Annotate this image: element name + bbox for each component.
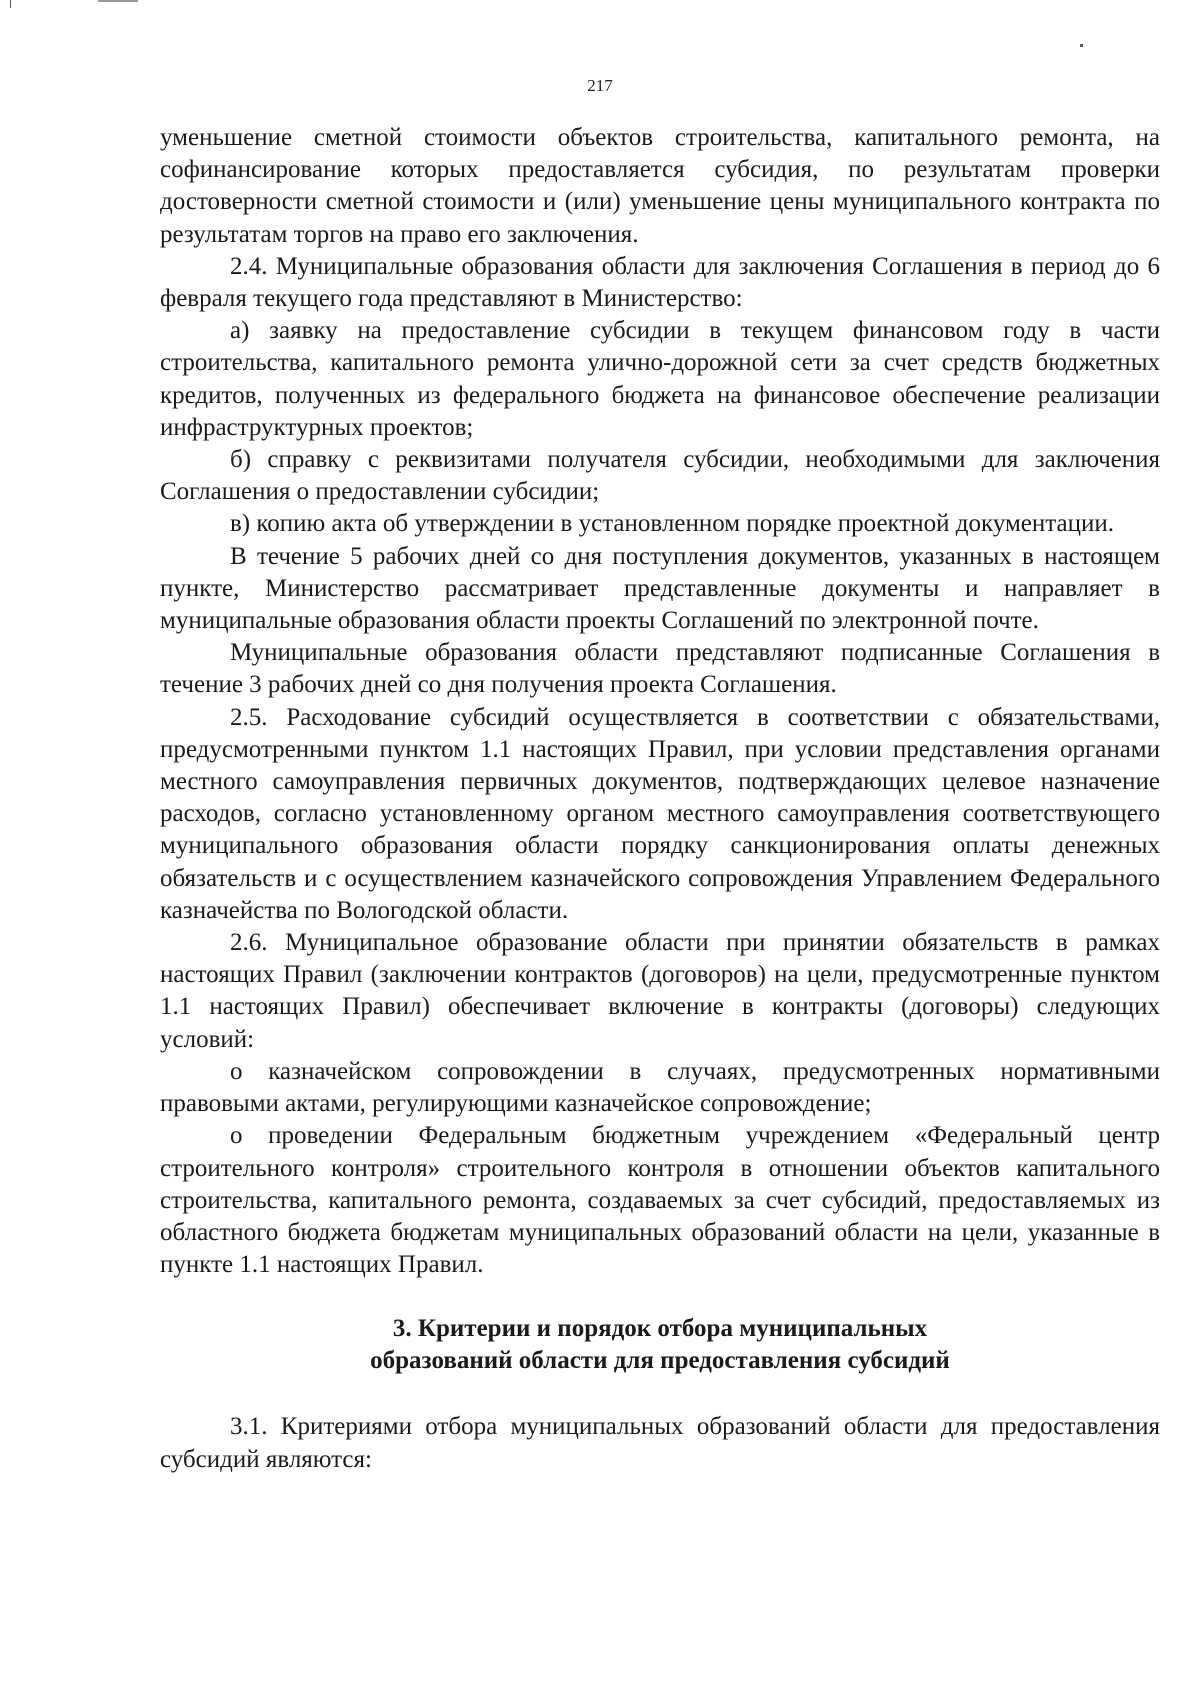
paragraph: б) справку с реквизитами получателя субсидии, необходимыми для заключения Соглашения о предоставлении субсидии; — [160, 446, 1160, 506]
paragraph: Муниципальные образования области представляют подписанные Соглашения в течение 3 рабочих дней со дня получения проекта Соглашения. — [160, 639, 1160, 699]
paragraph: о проведении Федеральным бюджетным учреждением «Федеральный центр строительного контроля» строительного контроля в отношении объектов капитального строительства, капитального ремонта, создаваемых за счет субсидий, предоставляемых из областного бюджета бюджетам муниципальных образований области на цели, указанные в пункте 1.1 настоящих Правил. — [160, 1122, 1160, 1279]
scan-artifact-top-left-2 — [98, 0, 138, 2]
page-number: 217 — [587, 76, 613, 95]
section-heading-line-1: 3. Критерии и порядок отбора муниципальных — [392, 1315, 928, 1343]
paragraph: 3.1. Критериями отбора муниципальных образований области для предоставления субсидий являются: — [160, 1413, 1160, 1473]
paragraphs-before-heading — [160, 122, 1160, 1281]
paragraph: В течение 5 рабочих дней со дня поступления документов, указанных в настоящем пункте, Министерство рассматривает представленные документы и направляет в муниципальные образования области проекты Соглашений по электронной почте. — [160, 542, 1160, 635]
paragraph: а) заявку на предоставление субсидии в текущем финансовом году в части строительства, капитального ремонта улично-дорожной сети за счет средств бюджетных кредитов, полученных из федерального бюджета на финансовое обеспечение реализации инфраструктурных проектов; — [160, 317, 1160, 441]
paragraphs-after-heading — [160, 1411, 1160, 1475]
paragraph: в) копию акта об утверждении в установленном порядке проектной документации. — [230, 510, 1114, 538]
section-heading-line-2: образований области для предоставления субсидий — [370, 1347, 950, 1375]
paragraph: 2.4. Муниципальные образования области для заключения Соглашения в период до 6 февраля текущего года представляют в Министерство: — [160, 252, 1160, 313]
paragraph: 2.6. Муниципальное образование области при принятии обязательств в рамках настоящих Правил (заключении контрактов (договоров) на цели, предусмотренные пунктом 1.1 настоящих Правил) обеспечивает включение в контракты (договоры) следующих условий: — [160, 929, 1160, 1053]
paragraph: 2.5. Расходование субсидий осуществляется в соответствии с обязательствами, предусмотренными пунктом 1.1 настоящих Правил, при условии представления органами местного самоуправления первичных документов, подтверждающих целевое назначение расходов, согласно установленному органом местного самоуправления соответствующего муниципального образования области порядку санкционирования оплаты денежных обязательств и с осуществлением казначейского сопровождения Управлением Федерального казначейства по Вологодской области. — [160, 703, 1160, 924]
paragraph: уменьшение сметной стоимости объектов строительства, капитального ремонта, на софинансирование которых предоставляется субсидия, по результатам проверки достоверности сметной стоимости и (или) уменьшение цены муниципального контракта по результатам торгов на право его заключения. — [160, 124, 1160, 248]
scan-artifact-top-left — [10, 0, 11, 8]
section-heading — [160, 1313, 1160, 1377]
paragraph: о казначейском сопровождении в случаях, предусмотренных нормативными правовыми актами, регулирующими казначейское сопровождение; — [160, 1057, 1160, 1118]
document-body — [160, 122, 1160, 1476]
scan-artifact-dot — [1080, 44, 1083, 47]
